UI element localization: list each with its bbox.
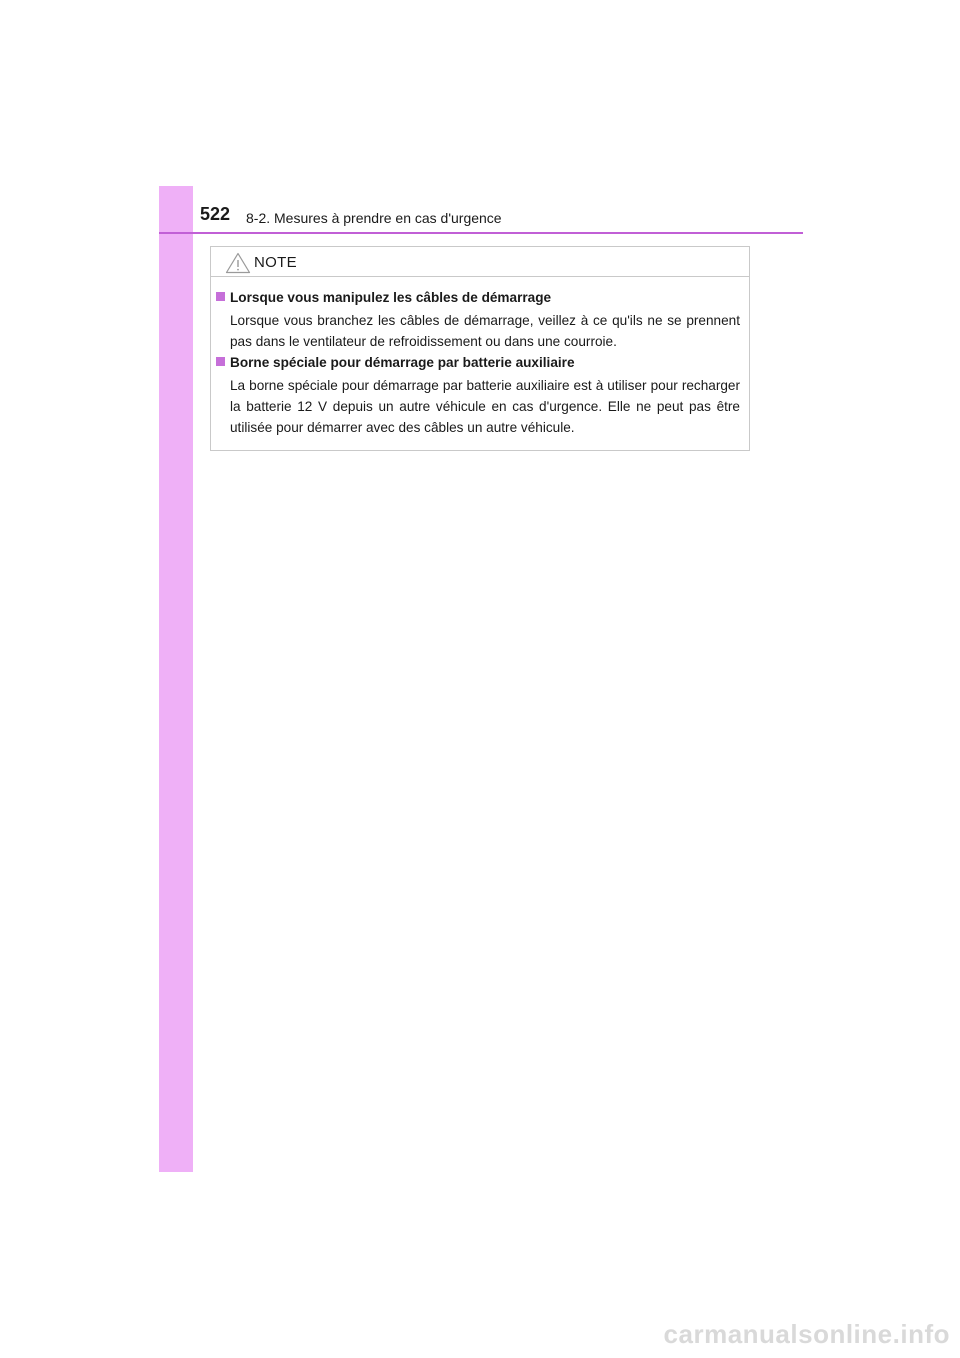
square-bullet-icon	[216, 357, 225, 366]
item-heading-text: Borne spéciale pour démarrage par batterie auxiliaire	[230, 355, 575, 370]
square-bullet-icon	[216, 292, 225, 301]
warning-triangle-icon	[225, 252, 251, 274]
note-box	[210, 246, 750, 451]
page-number: 522	[200, 204, 231, 224]
watermark-logo: carmanualsonline.info	[663, 1319, 950, 1349]
item-body: Lorsque vous branchez les câbles de démarrage, veillez à ce qu'ils ne se prennent pas dans le ventilateur de refroidissement ou dans une courroie.	[230, 313, 740, 349]
item-body: La borne spéciale pour démarrage par batterie auxiliaire est à utiliser pour recharger la batterie 12 V depuis un autre véhicule en cas d'urgence. Elle ne peut pas être utilisée pour démarrer avec des câbles un autre véhicule.	[230, 378, 740, 435]
item-heading	[216, 290, 551, 305]
item-heading	[216, 355, 575, 370]
note-label: NOTE	[254, 254, 297, 271]
note-header	[211, 247, 749, 277]
side-tab-strip	[159, 186, 193, 1172]
item-heading-text: Lorsque vous manipulez les câbles de démarrage	[230, 290, 552, 305]
header-divider	[159, 232, 803, 234]
section-title: 8-2. Mesures à prendre en cas d'urgence	[246, 210, 502, 226]
